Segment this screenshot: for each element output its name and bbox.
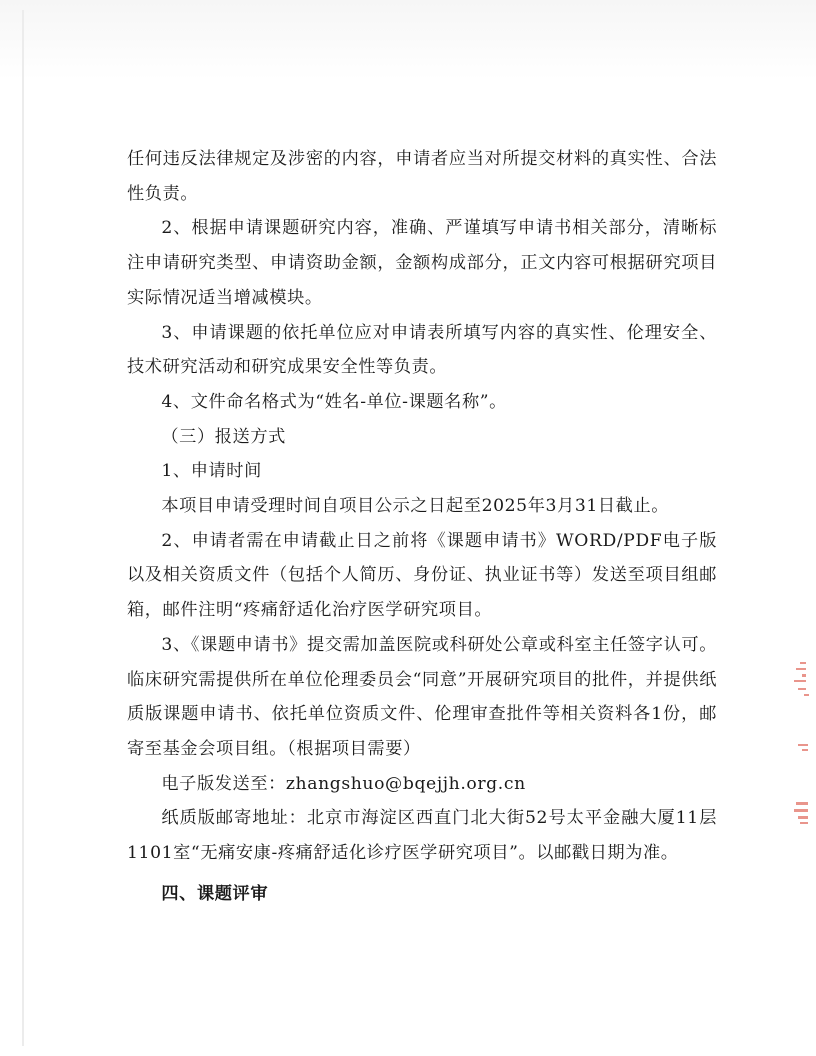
paragraph-email-address: 电子版发送至：zhangshuo@bqejjh.org.cn [161, 773, 526, 794]
seal-stamp-fragment-3 [788, 800, 814, 826]
document-body [127, 142, 717, 911]
scan-shadow [0, 0, 816, 80]
page-edge [22, 10, 24, 1046]
paragraph-item-4: 4、文件命名格式为“姓名-单位-课题名称”。 [161, 391, 507, 412]
paragraph-submission-email: 2、申请者需在申请截止日之前将《课题申请书》WORD/PDF电子版以及相关资质文件（包括个人简历、身份证、执业证书等）发送至项目组邮箱，邮件注明“疼痛舒适化治疗医学研究项目。 [127, 530, 717, 621]
subheading-application-time: 1、申请时间 [161, 461, 262, 482]
paragraph-item-3: 3、申请课题的依托单位应对申请表所填写内容的真实性、伦理安全、技术研究活动和研究成果安全性等负责。 [127, 322, 717, 378]
seal-stamp-fragment-2 [788, 740, 814, 754]
section-heading-submission: （三）报送方式 [161, 426, 286, 447]
paragraph-mailing-address: 纸质版邮寄地址：北京市海淀区西直门北大街52号太平金融大厦11层1101室“无痛安康-疼痛舒适化诊疗医学研究项目”。以邮戳日期为准。 [127, 808, 717, 864]
seal-stamp-fragment-1 [788, 660, 814, 700]
paragraph-stamp-requirement: 3、《课题申请书》提交需加盖医院或科研处公章或科室主任签字认可。临床研究需提供所在单位伦理委员会“同意”开展研究项目的批件，并提供纸质版课题申请书、依托单位资质文件、伦理审查批件等相关资料各1份，邮寄至基金会项目组。（根据项目需要） [127, 634, 717, 759]
section-heading-review: 四、课题评审 [161, 883, 269, 904]
paragraph-deadline: 本项目申请受理时间自项目公示之日起至2025年3月31日截止。 [161, 496, 670, 517]
paragraph-legal-responsibility: 任何违反法律规定及涉密的内容，申请者应当对所提交材料的真实性、合法性负责。 [127, 149, 717, 204]
paragraph-item-2: 2、根据申请课题研究内容，准确、严谨填写申请书相关部分，清晰标注申请研究类型、申请资助金额，金额构成部分，正文内容可根据研究项目实际情况适当增减模块。 [127, 218, 717, 308]
